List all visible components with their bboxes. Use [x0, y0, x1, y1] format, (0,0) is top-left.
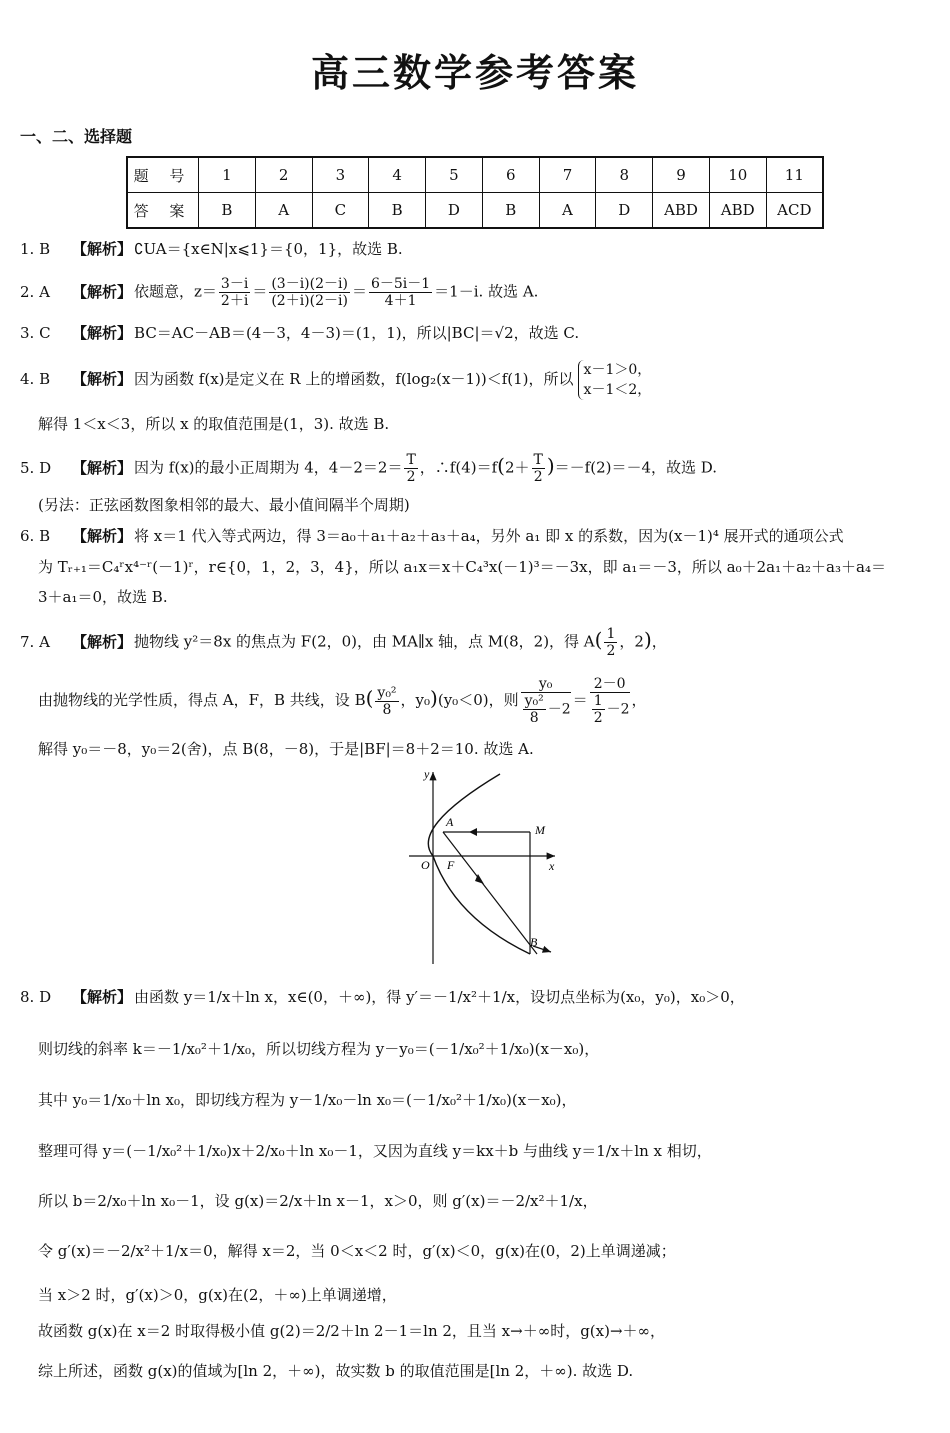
question-number: 6. B: [20, 527, 51, 545]
solution-2: 2. A 【解析】 依题意，z＝ $\frac{3-i}{2+i}$ ＝ $\frac{(3-i)(2-i)}{(2+i)(2-i)}$ ＝ $\frac{6-5i-1}{4+1}$ ＝1－i. 故选 A.: [20, 276, 539, 309]
solution-5: 5. D 【解析】 因为 f(x)的最小正周期为 4，4－2＝2＝ $\frac{T}{2}$ ，∴f(4)＝f(2＋ $\frac{T}{2}$ )＝－f(2)＝－4，故选 D.: [20, 452, 718, 485]
label-o: O: [421, 858, 430, 872]
solution-8-cont: 综上所述，函数 g(x)的值域为[ln 2，＋∞)，故实数 b 的取值范围是[ln 2，＋∞). 故选 D.: [38, 1362, 634, 1380]
solution-8-cont: 故函数 g(x)在 x＝2 时取得极小值 g(2)＝2/2＋ln 2－1＝ln 2，且当 x→＋∞时，g(x)→＋∞，: [38, 1322, 666, 1340]
table-cell: 10: [709, 157, 766, 193]
solution-8-cont: 令 g′(x)＝－2/x²＋1/x＝0，解得 x＝2，当 0＜x＜2 时，g′(x)＜0，g(x)在(0，2)上单调递减；: [38, 1242, 676, 1260]
question-number: 2. A: [20, 282, 50, 301]
denominator: [590, 693, 630, 726]
solution-text: 因为函数 f(x)是定义在 R 上的增函数，f(log₂(x－1))＜f(1)，所以: [134, 370, 574, 388]
table-row-numbers: [127, 157, 823, 193]
denominator: (2＋i)(2－i): [271, 293, 348, 309]
numerator: 1: [606, 626, 616, 642]
denominator: 2: [533, 469, 543, 485]
solution-8: [20, 986, 745, 1008]
inequality-system: [578, 360, 652, 400]
solution-5-note: (另法：正弦函数图象相邻的最大、最小值间隔半个周期): [38, 496, 410, 514]
table-cell: 8: [596, 157, 653, 193]
solution-text: ＝1－i. 故选 A.: [434, 282, 539, 301]
solution-6-cont: 3＋a₁＝0，故选 B.: [38, 588, 168, 606]
table-cell: 7: [539, 157, 596, 193]
fraction: [532, 452, 545, 485]
denominator: 2: [406, 469, 416, 485]
table-cell: 9: [653, 157, 710, 193]
analysis-tag: 【解析】: [72, 458, 133, 477]
numerator: (3－i)(2－i): [271, 276, 348, 292]
fraction: [404, 452, 417, 485]
analysis-tag: 【解析】: [72, 282, 133, 301]
solution-text: ＝: [572, 691, 588, 709]
fraction: [592, 693, 605, 726]
fraction: [369, 276, 432, 309]
solution-text: 因为 f(x)的最小正周期为 4，4－2＝2＝: [134, 458, 403, 477]
solution-text: (y₀＜0)，则: [437, 691, 519, 709]
solution-8-cont: 其中 y₀＝1/x₀＋ln x₀，即切线方程为 y－1/x₀－ln x₀＝(－1/x₀²＋1/x₀)(x－x₀)，: [38, 1091, 577, 1109]
solution-6: [20, 525, 844, 547]
table-cell: ABD: [709, 193, 766, 229]
solution-6-cont: 为 Tᵣ₊₁＝C₄ʳx⁴⁻ʳ(－1)ʳ，r∈{0，1，2，3，4}，所以 a₁x＝x＋C₄³x(－1)³＝－3x，即 a₁＝－3，所以 a₀＋2a₁＋a₂＋a₃＋a₄＝: [38, 558, 886, 576]
table-cell: B: [482, 193, 539, 229]
solution-8-cont: 当 x＞2 时，g′(x)＞0，g(x)在(2，＋∞)上单调递增，: [38, 1286, 397, 1304]
numerator: T: [406, 452, 416, 468]
table-cell: A: [539, 193, 596, 229]
numerator: 1: [593, 693, 603, 709]
parabola-figure: [405, 768, 565, 968]
solution-7-cont: 由抛物线的光学性质，得点 A，F，B 共线，设 B( $\frac{\text{y₀²}}{8}$ ，y₀)(y₀＜0)，则 y₀ $\frac{\text{y₀²}}{8}$ －2 ＝ 2－0 $\frac{1}{2}$ －2 ，: [38, 676, 647, 726]
label-b: B: [530, 935, 538, 949]
fraction: [375, 685, 398, 718]
denominator: 8: [382, 701, 392, 718]
analysis-tag: 【解析】: [72, 240, 133, 258]
solution-text: ，∴f(4)＝f: [419, 458, 498, 477]
solution-text: ＝－f(2)＝－4，故选 D.: [554, 458, 718, 477]
fraction: [521, 676, 571, 726]
numerator: y₀: [521, 676, 571, 693]
solution-text: 将 x＝1 代入等式两边，得 3＝a₀＋a₁＋a₂＋a₃＋a₄，另外 a₁ 即 x 的系数，因为(x－1)⁴ 展开式的通项公式: [134, 527, 844, 545]
fraction: [523, 693, 546, 726]
solution-text: 抛物线 y²＝8x 的焦点为 F(2，0)，由 MA∥x 轴，点 M(8，2)，得 A: [134, 632, 595, 651]
solution-text: 由函数 y＝1/x＋ln x，x∈(0，＋∞)，得 y′＝－1/x²＋1/x，设切点坐标为(x₀，y₀)，x₀＞0，: [134, 988, 745, 1006]
table-cell: 6: [482, 157, 539, 193]
label-x: x: [549, 859, 555, 873]
solution-4-cont: 解得 1＜x＜3，所以 x 的取值范围是(1，3). 故选 B.: [38, 415, 390, 433]
parabola-curve: [428, 774, 530, 954]
table-cell: 5: [426, 157, 483, 193]
table-answer-label: 答 案: [127, 193, 199, 229]
solution-8-cont: 所以 b＝2/x₀＋ln x₀－1，设 g(x)＝2/x＋ln x－1，x＞0，则 g′(x)＝－2/x²＋1/x，: [38, 1192, 598, 1210]
analysis-tag: 【解析】: [72, 527, 133, 545]
solution-8-cont: 整理可得 y＝(－1/x₀²＋1/x₀)x＋2/x₀＋ln x₀－1，又因为直线 y＝kx＋b 与曲线 y＝1/x＋ln x 相切，: [38, 1142, 712, 1160]
analysis-tag: 【解析】: [72, 632, 133, 651]
numerator: 3－i: [220, 276, 249, 292]
label-m: M: [535, 823, 545, 837]
table-cell: 1: [199, 157, 256, 193]
table-head-label: 题 号: [127, 157, 199, 193]
table-cell: ABD: [653, 193, 710, 229]
question-number: 5. D: [20, 458, 52, 477]
table-cell: B: [369, 193, 426, 229]
solution-text: 由抛物线的光学性质，得点 A，F，B 共线，设 B: [38, 691, 366, 709]
table-row-answers: [127, 193, 823, 229]
numerator: 6－5i－1: [370, 276, 431, 292]
solution-4: [20, 360, 651, 400]
question-number: 3. C: [20, 324, 51, 342]
table-cell: A: [255, 193, 312, 229]
table-cell: D: [426, 193, 483, 229]
fraction: [219, 276, 250, 309]
solution-8-cont: 则切线的斜率 k＝－1/x₀²＋1/x₀，所以切线方程为 y－y₀＝(－1/x₀²＋1/x₀)(x－x₀)，: [38, 1040, 600, 1058]
ray-afb: [443, 832, 537, 954]
numerator: 2－0: [590, 676, 630, 693]
table-cell: 2: [255, 157, 312, 193]
label-f: F: [447, 858, 455, 872]
solution-text: －2: [606, 701, 630, 718]
page-title: 高三数学参考答案: [310, 51, 639, 95]
question-number: 8. D: [20, 988, 52, 1006]
analysis-tag: 【解析】: [72, 324, 133, 342]
numerator: T: [533, 452, 543, 468]
question-number: 7. A: [20, 632, 50, 651]
solution-text: 依题意，z＝: [134, 282, 217, 301]
denominator: 2＋i: [220, 293, 249, 309]
question-number: 4. B: [20, 370, 51, 388]
table-cell: B: [199, 193, 256, 229]
solution-text: －2: [547, 701, 571, 718]
arrowhead: [469, 828, 477, 836]
table-cell: C: [312, 193, 369, 229]
section-heading: 一、二、选择题: [20, 127, 133, 146]
table-cell: D: [596, 193, 653, 229]
table-cell: ACD: [766, 193, 823, 229]
label-a: A: [446, 815, 454, 829]
analysis-tag: 【解析】: [72, 370, 133, 388]
solution-3: [20, 322, 579, 344]
fraction: [604, 626, 617, 659]
table-cell: 11: [766, 157, 823, 193]
inequality: x－1＜2，: [583, 382, 652, 398]
table-cell: 4: [369, 157, 426, 193]
label-y: y: [424, 768, 430, 781]
solution-1: [20, 238, 403, 260]
denominator: [521, 693, 571, 726]
inequality: x－1＞0，: [583, 362, 652, 378]
analysis-tag: 【解析】: [72, 988, 133, 1006]
solution-7-cont: 解得 y₀＝－8，y₀＝2(舍)，点 B(8，－8)，于是|BF|＝8＋2＝10. 故选 A.: [38, 740, 534, 758]
question-number: 1. B: [20, 240, 51, 258]
numerator: y₀²: [524, 693, 544, 709]
denominator: 2: [606, 643, 616, 659]
solution-text: ∁UA＝{x∈N|x⩽1}＝{0，1}，故选 B.: [134, 240, 403, 258]
denominator: 4＋1: [384, 293, 417, 309]
solution-text: 2＋: [504, 458, 530, 477]
fraction: [590, 676, 630, 726]
fraction: [269, 276, 350, 309]
answer-table: [126, 156, 824, 229]
table-cell: 3: [312, 157, 369, 193]
numerator: y₀²: [377, 684, 397, 701]
solution-7: 7. A 【解析】 抛物线 y²＝8x 的焦点为 F(2，0)，由 MA∥x 轴，点 M(8，2)，得 A( $\frac{1}{2}$ ，2)，: [20, 626, 667, 659]
denominator: 2: [593, 710, 603, 726]
solution-text: BC＝AC－AB＝(4－3，4－3)＝(1，1)，所以|BC|＝√2，故选 C.: [134, 324, 580, 342]
denominator: 8: [529, 710, 539, 726]
